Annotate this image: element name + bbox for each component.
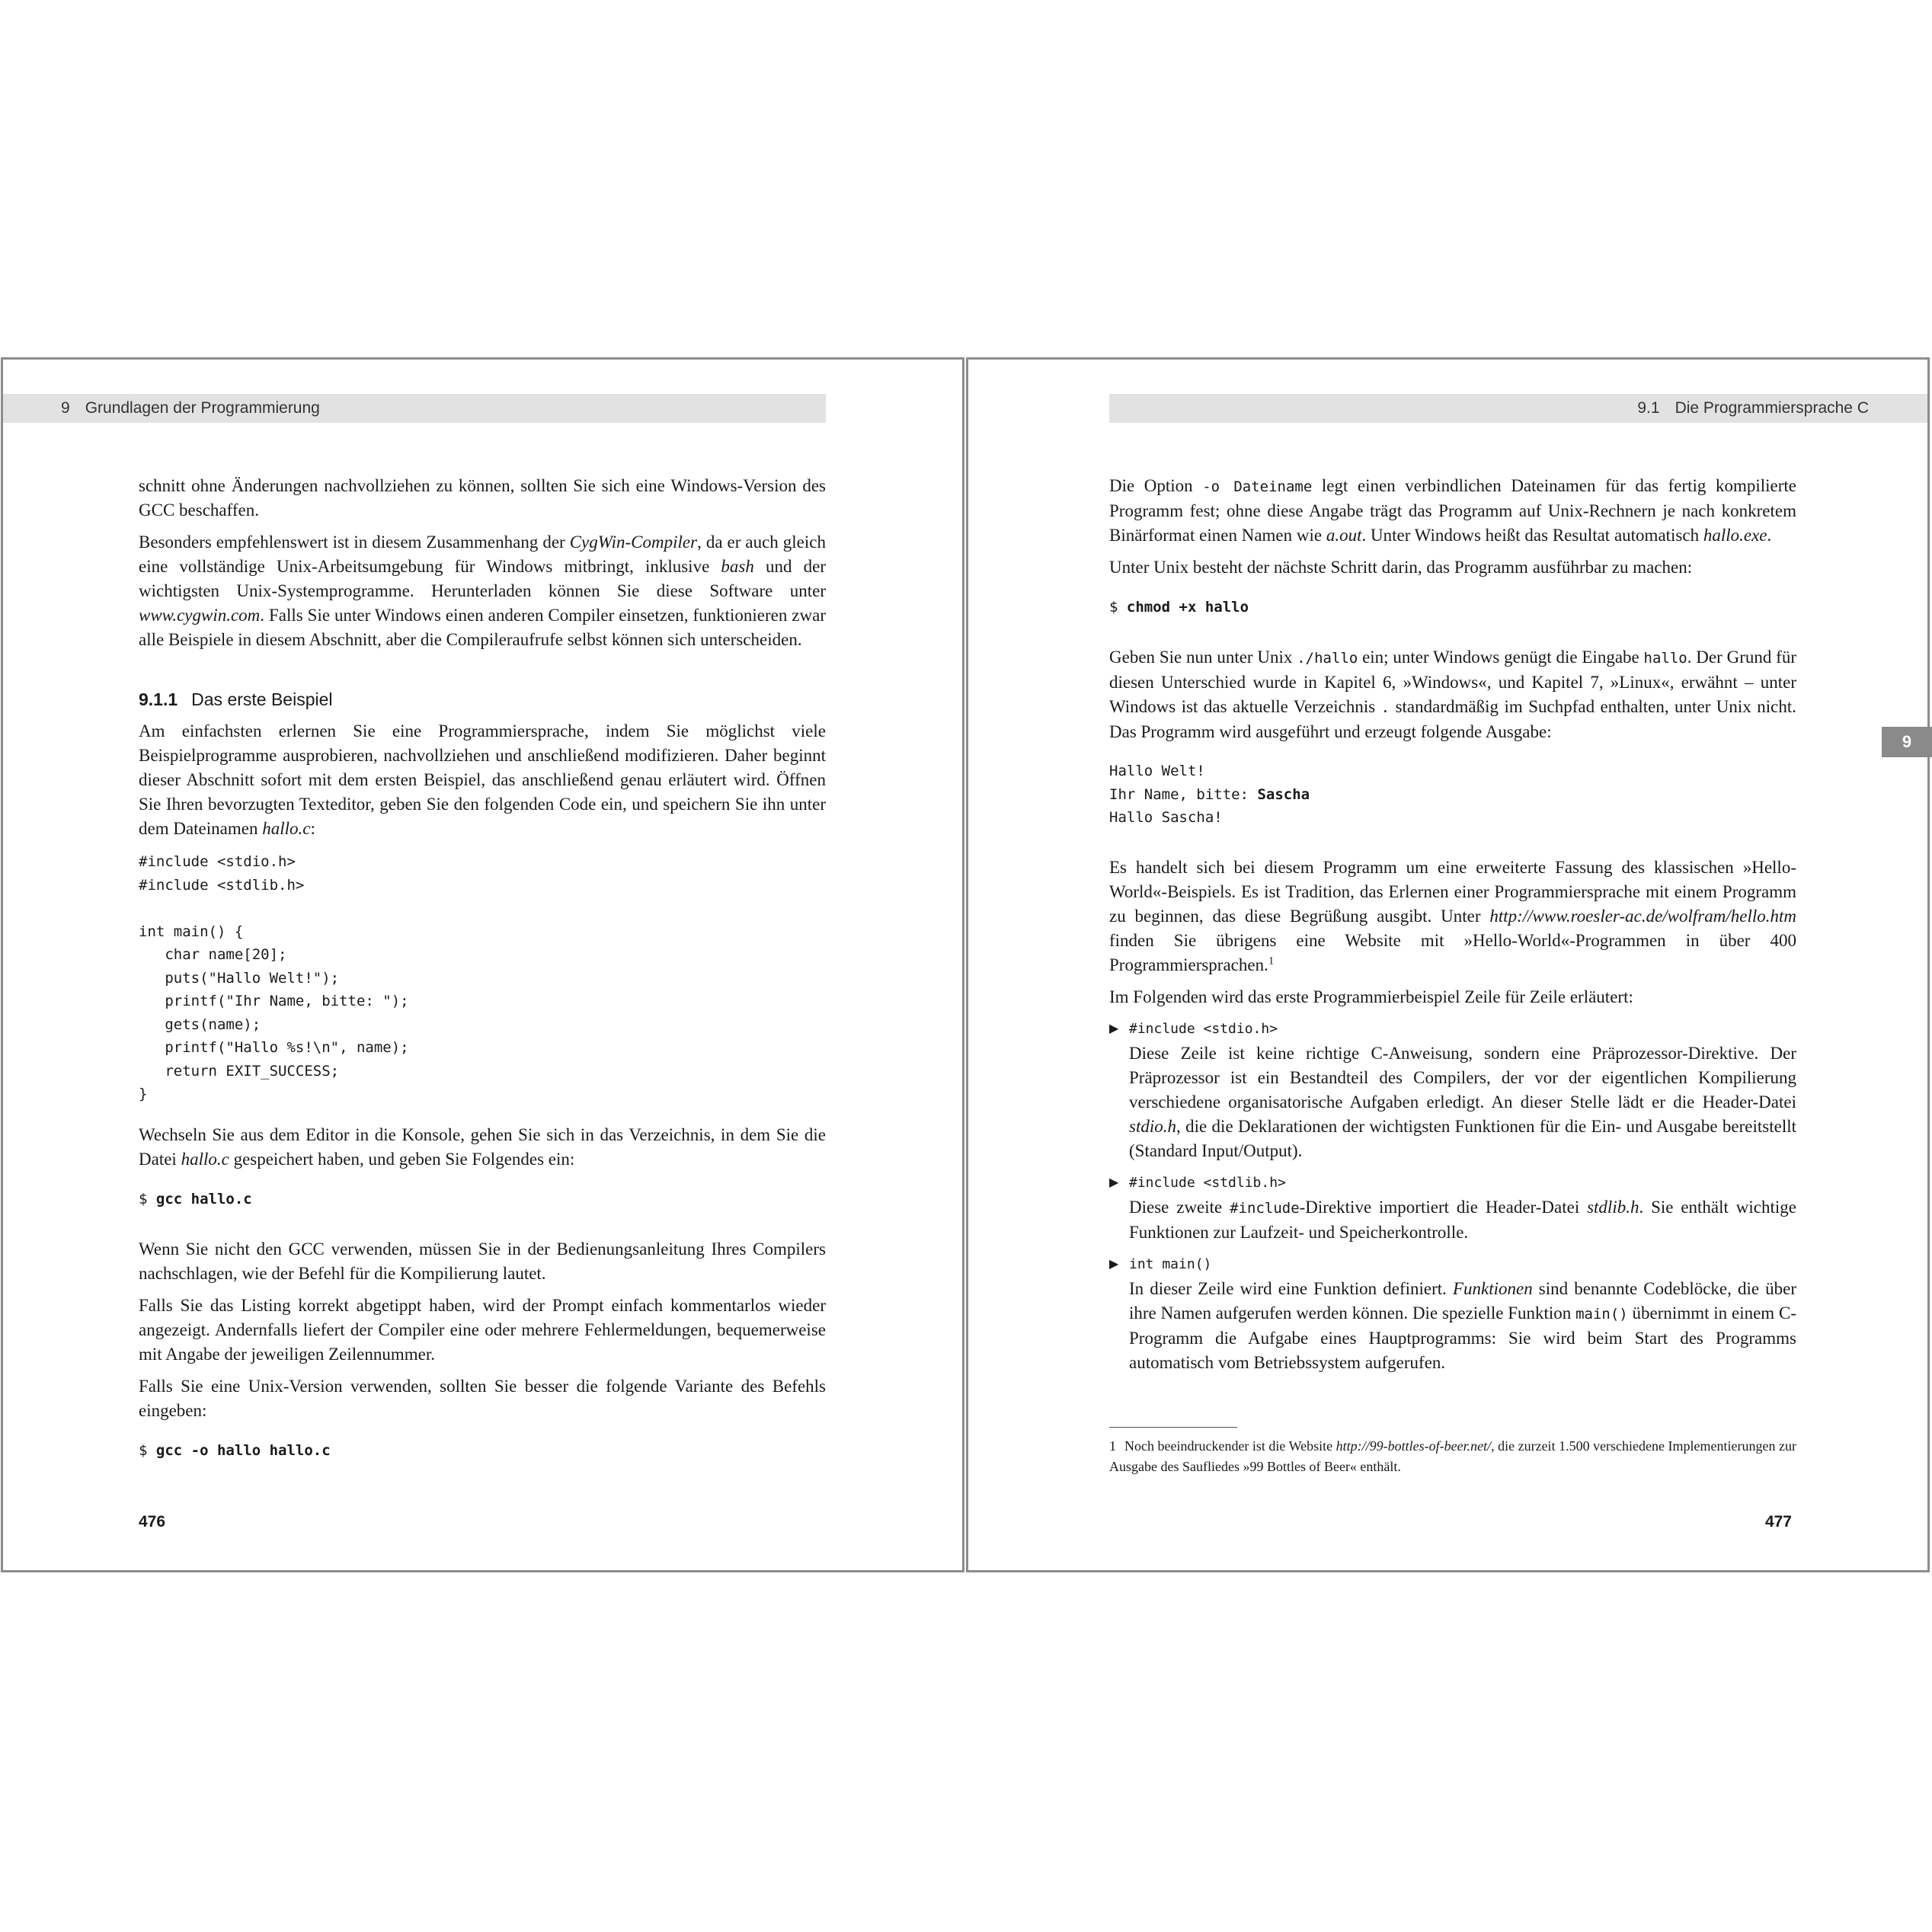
triangle-bullet-icon: ▶ xyxy=(1109,1257,1119,1271)
paragraph: Falls Sie das Listing korrekt abgetippt haben, wird der Prompt einfach kommentarlos wieder angezeigt. Andernfalls liefert der Compiler eine oder mehrere Fehlermeldungen, bequemerweise mit Angabe der jeweiligen Zeilennummer. xyxy=(139,1295,826,1364)
triangle-bullet-icon: ▶ xyxy=(1109,1176,1119,1189)
program-output: Hallo Welt! Ihr Name, bitte: Sascha Hallo Sascha! xyxy=(1109,763,1310,826)
command-line: $ gcc -o hallo hallo.c xyxy=(139,1441,331,1459)
paragraph: Im Folgenden wird das erste Programmierbeispiel Zeile für Zeile erläutert: xyxy=(1109,987,1633,1006)
page-body xyxy=(1109,474,1796,1383)
section-number: 9.1 xyxy=(1637,399,1660,417)
bullet-item: ▶ int main() In dieser Zeile wird eine Funktion definiert. Funktionen sind benannte Codeblöcke, die über ihre Namen aufgerufen werden können. Die spezielle Funktion main() übernimmt in einem C-Programm die Aufgabe eines Hauptprogramms: Sie wird beim Start des Programms automatisch vom Betriebssystem aufgerufen. xyxy=(1109,1252,1796,1375)
right-page xyxy=(966,357,1930,1572)
bullet-item: ▶ #include <stdio.h> Diese Zeile ist keine richtige C-Anweisung, sondern eine Präprozessor-Direktive. Der Präprozessor ist ein Bestandteil des Compilers, der vor der eigentlichen Kompilierung verschiedene organisatorische Aufgaben erledigt. An dieser Stelle lädt er die Header-Datei stdio.h, die die Deklarationen der wichtigsten Funktionen für die Ein- und Ausgabe bereitstellt (Standard Input/Output). xyxy=(1109,1017,1796,1163)
section-heading: 9.1.1 Das erste Beispiel xyxy=(139,689,333,709)
page-number: 476 xyxy=(139,1513,166,1531)
footnote-ref: 1 xyxy=(1268,954,1275,967)
command-line: $ chmod +x hallo xyxy=(1109,599,1249,616)
paragraph: Wechseln Sie aus dem Editor in die Konsole, gehen Sie sich in das Verzeichnis, in dem Sie die Datei hallo.c gespeichert haben, und geben Sie Folgendes ein: xyxy=(139,1124,826,1169)
chapter-number: 9 xyxy=(61,399,70,417)
paragraph: schnitt ohne Änderungen nachvollziehen zu können, sollten Sie sich eine Windows-Version des GCC beschaffen. xyxy=(139,476,826,520)
bullet-item: ▶ #include <stdlib.h> Diese zweite #include-Direktive importiert die Header-Datei stdlib.h. Sie enthält wichtige Funktionen zur Laufzeit- und Speicherkontrolle. xyxy=(1109,1171,1796,1245)
section-title: Die Programmiersprache C xyxy=(1675,399,1869,417)
footnote-divider xyxy=(1109,1427,1237,1428)
command-line: $ gcc hallo.c xyxy=(139,1190,252,1208)
chapter-title: Grundlagen der Programmierung xyxy=(85,399,320,417)
running-header xyxy=(3,394,826,423)
paragraph: Es handelt sich bei diesem Programm um eine erweiterte Fassung des klassischen »Hello-World«-Beispiels. Es ist Tradition, das Erlernen einer Programmiersprache mit einem Programm zu beginnen, das diese Begrüßung ausgibt. Unter http://www.roesler-ac.de/wolfram/hello.htm finden Sie übrigens eine Website mit »Hello-World«-Programmen in über 400 Programmiersprachen.$^1$ xyxy=(1109,857,1796,974)
page-number: 477 xyxy=(1764,1513,1792,1531)
paragraph: Unter Unix besteht der nächste Schritt darin, das Programm ausführbar zu machen: xyxy=(1109,558,1693,577)
paragraph: Am einfachsten erlernen Sie eine Programmiersprache, indem Sie möglichst viele Beispielprogramme ausprobieren, nachvollziehen und anschließend modifizieren. Daher beginnt dieser Abschnitt sofort mit dem ersten Beispiel, das anschließend genau erläutert wird. Öffnen Sie Ihren bevorzugten Texteditor, geben Sie den folgenden Code ein, und speichern Sie ihn unter dem Dateinamen hallo.c: xyxy=(139,721,826,838)
paragraph: Besonders empfehlenswert ist in diesem Zusammenhang der CygWin-Compiler, da er auch gleich eine vollständige Unix-Arbeitsumgebung für Windows mitbringt, inklusive bash und der wichtigsten Unix-Systemprogramme. Herunterladen können Sie diese Software unter www.cygwin.com. Falls Sie unter Windows einen anderen Compiler einsetzen, funktionieren zwar alle Beispiele in diesem Abschnitt, aber die Compileraufrufe selbst können sich unterscheiden. xyxy=(139,533,826,649)
running-header xyxy=(1109,394,1927,423)
left-page xyxy=(1,357,964,1572)
paragraph: Wenn Sie nicht den GCC verwenden, müssen Sie in der Bedienungsanleitung Ihres Compilers nachschlagen, wie der Befehl für die Kompilierung lautet. xyxy=(139,1239,826,1283)
paragraph: Geben Sie nun unter Unix ./hallo ein; unter Windows genügt die Eingabe hallo. Der Grund für diesen Unterschied wurde in Kapitel 6, »Windows«, und Kapitel 7, »Linux«, erwähnt – unter Windows ist das aktuelle Verzeichnis . standardmäßig im Suchpfad enthalten, unter Unix nicht. Das Programm wird ausgeführt und erzeugt folgende Ausgabe: xyxy=(1109,648,1796,741)
paragraph: Falls Sie eine Unix-Version verwenden, sollten Sie besser die folgende Variante des Befehls eingeben: xyxy=(139,1376,826,1420)
footnote: 1 Noch beeindruckender ist die Website http://99-bottles-of-beer.net/, die zurzeit 1.500 verschiedene Implementierungen zur Ausgabe des Saufliedes »99 Bottles of Beer« enthält. xyxy=(1109,1438,1796,1474)
code-listing: #include <stdio.h> #include <stdlib.h> int main() { char name[20]; puts("Hallo Welt!"); printf("Ihr Name, bitte: "); gets(name); printf("Hallo %s!\n", name); return EXIT_SUCCESS; } xyxy=(139,853,409,1102)
page-body xyxy=(139,474,826,1489)
paragraph: Die Option -o Dateiname legt einen verbindlichen Dateinamen für das fertig kompilierte Programm fest; ohne diese Angabe trägt das Programm auf Unix-Rechnern je nach konkretem Binärformat einen Namen wie a.out. Unter Windows heißt das Resultat automatisch hallo.exe. xyxy=(1109,476,1796,545)
chapter-thumb-tab: 9 xyxy=(1882,727,1932,757)
triangle-bullet-icon: ▶ xyxy=(1109,1022,1119,1035)
